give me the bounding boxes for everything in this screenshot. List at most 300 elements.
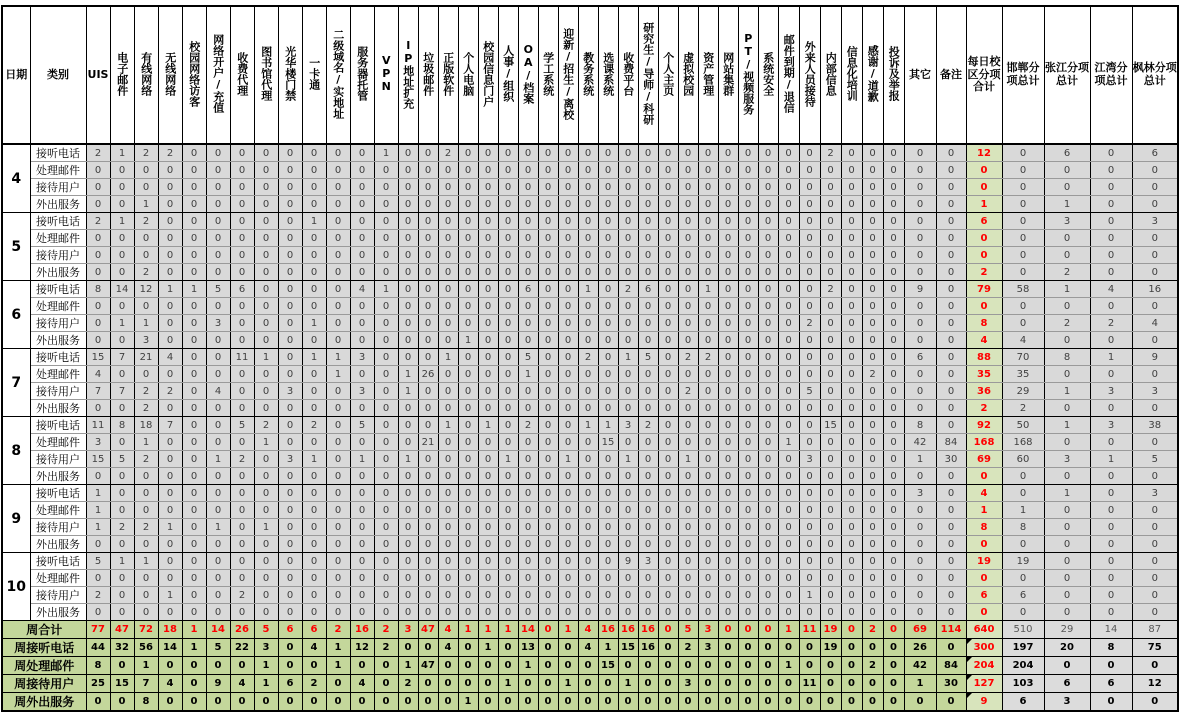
value-cell[interactable]: 0 bbox=[638, 196, 658, 213]
value-cell[interactable]: 0 bbox=[254, 570, 278, 587]
campus-total-cell[interactable]: 0 bbox=[1132, 196, 1178, 213]
value-cell[interactable]: 0 bbox=[438, 604, 458, 621]
value-cell[interactable]: 0 bbox=[862, 247, 883, 264]
daily-total-cell[interactable]: 6 bbox=[966, 587, 1002, 604]
value-cell[interactable]: 0 bbox=[498, 298, 518, 315]
value-cell[interactable]: 0 bbox=[698, 587, 718, 604]
value-cell[interactable]: 0 bbox=[418, 247, 438, 264]
value-cell[interactable]: 0 bbox=[538, 298, 558, 315]
campus-total-cell[interactable]: 0 bbox=[1132, 502, 1178, 519]
value-cell[interactable]: 0 bbox=[658, 349, 678, 366]
value-cell[interactable]: 0 bbox=[778, 675, 799, 693]
value-cell[interactable]: 0 bbox=[799, 693, 820, 712]
value-cell[interactable]: 0 bbox=[302, 383, 326, 400]
daily-total-cell[interactable]: 88 bbox=[966, 349, 1002, 366]
value-cell[interactable]: 0 bbox=[778, 230, 799, 247]
value-cell[interactable]: 0 bbox=[518, 675, 538, 693]
value-cell[interactable]: 0 bbox=[698, 264, 718, 281]
value-cell[interactable]: 0 bbox=[598, 570, 618, 587]
value-cell[interactable]: 0 bbox=[158, 434, 182, 451]
value-cell[interactable]: 0 bbox=[326, 553, 350, 570]
value-cell[interactable]: 0 bbox=[558, 657, 578, 675]
value-cell[interactable]: 0 bbox=[458, 502, 478, 519]
value-cell[interactable]: 0 bbox=[718, 298, 738, 315]
value-cell[interactable]: 0 bbox=[738, 434, 758, 451]
value-cell[interactable]: 0 bbox=[658, 264, 678, 281]
value-cell[interactable]: 0 bbox=[278, 434, 302, 451]
value-cell[interactable]: 0 bbox=[698, 144, 718, 162]
value-cell[interactable]: 0 bbox=[883, 468, 904, 485]
value-cell[interactable]: 0 bbox=[778, 519, 799, 536]
value-cell[interactable]: 0 bbox=[658, 400, 678, 417]
value-cell[interactable]: 0 bbox=[538, 657, 558, 675]
value-cell[interactable]: 0 bbox=[254, 553, 278, 570]
value-cell[interactable]: 1 bbox=[558, 621, 578, 639]
value-cell[interactable]: 0 bbox=[478, 230, 498, 247]
value-cell[interactable]: 0 bbox=[678, 400, 698, 417]
value-cell[interactable]: 0 bbox=[598, 247, 618, 264]
value-cell[interactable]: 0 bbox=[398, 349, 418, 366]
value-cell[interactable]: 0 bbox=[230, 298, 254, 315]
value-cell[interactable]: 0 bbox=[478, 675, 498, 693]
value-cell[interactable]: 0 bbox=[799, 281, 820, 298]
note-cell[interactable]: 114 bbox=[936, 621, 966, 639]
value-cell[interactable]: 0 bbox=[230, 144, 254, 162]
value-cell[interactable]: 0 bbox=[182, 332, 206, 349]
value-cell[interactable]: 0 bbox=[158, 502, 182, 519]
value-cell[interactable]: 0 bbox=[438, 281, 458, 298]
value-cell[interactable]: 1 bbox=[158, 281, 182, 298]
campus-total-cell[interactable]: 29 bbox=[1002, 383, 1044, 400]
value-cell[interactable]: 2 bbox=[820, 144, 841, 162]
campus-total-cell[interactable]: 16 bbox=[1132, 281, 1178, 298]
value-cell[interactable]: 0 bbox=[478, 349, 498, 366]
value-cell[interactable]: 0 bbox=[458, 657, 478, 675]
value-cell[interactable]: 0 bbox=[883, 417, 904, 434]
value-cell[interactable]: 0 bbox=[799, 332, 820, 349]
value-cell[interactable]: 1 bbox=[438, 417, 458, 434]
value-cell[interactable]: 0 bbox=[374, 693, 398, 712]
value-cell[interactable]: 0 bbox=[558, 553, 578, 570]
value-cell[interactable]: 0 bbox=[758, 434, 778, 451]
value-cell[interactable]: 0 bbox=[158, 468, 182, 485]
value-cell[interactable]: 0 bbox=[538, 485, 558, 502]
value-cell[interactable]: 0 bbox=[478, 553, 498, 570]
value-cell[interactable]: 0 bbox=[110, 502, 134, 519]
value-cell[interactable]: 0 bbox=[374, 298, 398, 315]
campus-total-cell[interactable]: 2 bbox=[1002, 400, 1044, 417]
value-cell[interactable]: 0 bbox=[618, 468, 638, 485]
value-cell[interactable]: 0 bbox=[206, 502, 230, 519]
note-cell[interactable]: 0 bbox=[936, 570, 966, 587]
value-cell[interactable]: 0 bbox=[498, 349, 518, 366]
campus-total-cell[interactable]: 6 bbox=[1002, 693, 1044, 712]
value-cell[interactable]: 9 bbox=[618, 553, 638, 570]
value-cell[interactable]: 0 bbox=[820, 162, 841, 179]
value-cell[interactable]: 0 bbox=[698, 657, 718, 675]
value-cell[interactable]: 0 bbox=[658, 298, 678, 315]
value-cell[interactable]: 0 bbox=[738, 570, 758, 587]
category-cell[interactable]: 接听电话 bbox=[30, 417, 86, 434]
value-cell[interactable]: 0 bbox=[418, 315, 438, 332]
value-cell[interactable]: 1 bbox=[478, 417, 498, 434]
campus-total-cell[interactable]: 1 bbox=[1044, 281, 1090, 298]
value-cell[interactable]: 0 bbox=[398, 264, 418, 281]
value-cell[interactable]: 0 bbox=[182, 693, 206, 712]
value-cell[interactable]: 0 bbox=[718, 162, 738, 179]
value-cell[interactable]: 0 bbox=[841, 144, 862, 162]
value-cell[interactable]: 0 bbox=[558, 383, 578, 400]
value-cell[interactable]: 0 bbox=[799, 570, 820, 587]
value-cell[interactable]: 11 bbox=[799, 621, 820, 639]
value-cell[interactable]: 0 bbox=[398, 247, 418, 264]
campus-total-cell[interactable]: 6 bbox=[1090, 675, 1132, 693]
campus-total-cell[interactable]: 3 bbox=[1044, 451, 1090, 468]
value-cell[interactable]: 0 bbox=[718, 519, 738, 536]
value-cell[interactable]: 0 bbox=[598, 502, 618, 519]
value-cell[interactable]: 0 bbox=[658, 693, 678, 712]
value-cell[interactable]: 0 bbox=[778, 553, 799, 570]
campus-total-cell[interactable]: 0 bbox=[1044, 179, 1090, 196]
value-cell[interactable]: 0 bbox=[678, 468, 698, 485]
value-cell[interactable]: 0 bbox=[841, 621, 862, 639]
value-cell[interactable]: 0 bbox=[458, 144, 478, 162]
value-cell[interactable]: 0 bbox=[278, 639, 302, 657]
value-cell[interactable]: 0 bbox=[778, 639, 799, 657]
value-cell[interactable]: 0 bbox=[618, 264, 638, 281]
value-cell[interactable]: 0 bbox=[206, 400, 230, 417]
value-cell[interactable]: 0 bbox=[658, 196, 678, 213]
value-cell[interactable]: 0 bbox=[718, 213, 738, 230]
value-cell[interactable]: 0 bbox=[799, 502, 820, 519]
value-cell[interactable]: 0 bbox=[498, 639, 518, 657]
value-cell[interactable]: 0 bbox=[618, 230, 638, 247]
value-cell[interactable]: 1 bbox=[518, 657, 538, 675]
value-cell[interactable]: 0 bbox=[538, 349, 558, 366]
value-cell[interactable]: 0 bbox=[110, 570, 134, 587]
value-cell[interactable]: 0 bbox=[498, 213, 518, 230]
value-cell[interactable]: 0 bbox=[350, 693, 374, 712]
campus-total-cell[interactable]: 0 bbox=[1044, 298, 1090, 315]
value-cell[interactable]: 0 bbox=[206, 536, 230, 553]
value-cell[interactable]: 7 bbox=[86, 383, 110, 400]
value-cell[interactable]: 0 bbox=[778, 366, 799, 383]
value-cell[interactable]: 0 bbox=[558, 315, 578, 332]
campus-total-cell[interactable]: 4 bbox=[1090, 281, 1132, 298]
value-cell[interactable]: 0 bbox=[698, 434, 718, 451]
col-header-date[interactable] bbox=[2, 6, 30, 144]
value-cell[interactable]: 3 bbox=[278, 383, 302, 400]
value-cell[interactable]: 3 bbox=[206, 315, 230, 332]
value-cell[interactable]: 0 bbox=[398, 162, 418, 179]
value-cell[interactable]: 0 bbox=[302, 230, 326, 247]
value-cell[interactable]: 0 bbox=[278, 315, 302, 332]
value-cell[interactable]: 0 bbox=[302, 281, 326, 298]
value-cell[interactable]: 0 bbox=[799, 485, 820, 502]
value-cell[interactable]: 0 bbox=[86, 196, 110, 213]
summary-label-cell[interactable]: 周处理邮件 bbox=[2, 657, 86, 675]
value-cell[interactable]: 0 bbox=[418, 693, 438, 712]
value-cell[interactable]: 26 bbox=[904, 639, 936, 657]
value-cell[interactable]: 0 bbox=[230, 502, 254, 519]
value-cell[interactable]: 0 bbox=[841, 247, 862, 264]
value-cell[interactable]: 0 bbox=[820, 298, 841, 315]
value-cell[interactable]: 0 bbox=[418, 400, 438, 417]
campus-total-cell[interactable]: 0 bbox=[1090, 434, 1132, 451]
value-cell[interactable]: 0 bbox=[182, 400, 206, 417]
daily-total-cell[interactable]: 12 bbox=[966, 144, 1002, 162]
campus-total-cell[interactable]: 0 bbox=[1090, 570, 1132, 587]
value-cell[interactable]: 1 bbox=[398, 366, 418, 383]
value-cell[interactable]: 0 bbox=[799, 417, 820, 434]
value-cell[interactable]: 0 bbox=[678, 553, 698, 570]
value-cell[interactable]: 0 bbox=[158, 400, 182, 417]
value-cell[interactable]: 0 bbox=[302, 434, 326, 451]
value-cell[interactable]: 0 bbox=[799, 657, 820, 675]
category-cell[interactable]: 处理邮件 bbox=[30, 298, 86, 315]
campus-total-cell[interactable]: 3 bbox=[1132, 383, 1178, 400]
col-header-topic-30[interactable] bbox=[738, 6, 758, 144]
value-cell[interactable]: 0 bbox=[134, 162, 158, 179]
value-cell[interactable]: 0 bbox=[758, 553, 778, 570]
value-cell[interactable]: 0 bbox=[518, 332, 538, 349]
value-cell[interactable]: 0 bbox=[398, 144, 418, 162]
value-cell[interactable]: 0 bbox=[598, 281, 618, 298]
value-cell[interactable]: 0 bbox=[374, 502, 398, 519]
value-cell[interactable]: 0 bbox=[678, 693, 698, 712]
value-cell[interactable]: 1 bbox=[254, 675, 278, 693]
value-cell[interactable]: 0 bbox=[418, 485, 438, 502]
value-cell[interactable]: 0 bbox=[578, 196, 598, 213]
value-cell[interactable]: 1 bbox=[326, 657, 350, 675]
value-cell[interactable]: 0 bbox=[778, 468, 799, 485]
value-cell[interactable]: 0 bbox=[820, 553, 841, 570]
value-cell[interactable]: 0 bbox=[718, 553, 738, 570]
value-cell[interactable]: 0 bbox=[458, 587, 478, 604]
value-cell[interactable]: 2 bbox=[862, 657, 883, 675]
value-cell[interactable]: 1 bbox=[518, 366, 538, 383]
value-cell[interactable]: 1 bbox=[698, 281, 718, 298]
value-cell[interactable]: 0 bbox=[558, 281, 578, 298]
value-cell[interactable]: 0 bbox=[758, 519, 778, 536]
value-cell[interactable]: 0 bbox=[758, 332, 778, 349]
value-cell[interactable]: 3 bbox=[618, 417, 638, 434]
value-cell[interactable]: 0 bbox=[578, 366, 598, 383]
date-cell[interactable]: 10 bbox=[2, 553, 30, 621]
value-cell[interactable]: 0 bbox=[820, 230, 841, 247]
col-header-topic-32[interactable] bbox=[778, 6, 799, 144]
col-header-topic-28[interactable] bbox=[698, 6, 718, 144]
value-cell[interactable]: 0 bbox=[498, 247, 518, 264]
value-cell[interactable]: 0 bbox=[278, 332, 302, 349]
value-cell[interactable]: 1 bbox=[438, 349, 458, 366]
value-cell[interactable]: 0 bbox=[883, 536, 904, 553]
value-cell[interactable]: 26 bbox=[418, 366, 438, 383]
category-cell[interactable]: 接听电话 bbox=[30, 485, 86, 502]
value-cell[interactable]: 2 bbox=[110, 519, 134, 536]
value-cell[interactable]: 0 bbox=[302, 162, 326, 179]
value-cell[interactable]: 5 bbox=[206, 281, 230, 298]
value-cell[interactable]: 1 bbox=[904, 451, 936, 468]
value-cell[interactable]: 0 bbox=[758, 621, 778, 639]
value-cell[interactable]: 0 bbox=[758, 366, 778, 383]
value-cell[interactable]: 18 bbox=[134, 417, 158, 434]
value-cell[interactable]: 0 bbox=[158, 247, 182, 264]
value-cell[interactable]: 0 bbox=[758, 570, 778, 587]
value-cell[interactable]: 0 bbox=[598, 451, 618, 468]
campus-total-cell[interactable]: 510 bbox=[1002, 621, 1044, 639]
col-header-topic-24[interactable] bbox=[618, 6, 638, 144]
value-cell[interactable]: 0 bbox=[758, 247, 778, 264]
value-cell[interactable]: 7 bbox=[110, 349, 134, 366]
campus-total-cell[interactable]: 75 bbox=[1132, 639, 1178, 657]
campus-total-cell[interactable]: 6 bbox=[1044, 144, 1090, 162]
value-cell[interactable]: 0 bbox=[698, 570, 718, 587]
campus-total-cell[interactable]: 0 bbox=[1044, 162, 1090, 179]
value-cell[interactable]: 0 bbox=[718, 417, 738, 434]
value-cell[interactable]: 0 bbox=[478, 657, 498, 675]
note-cell[interactable]: 0 bbox=[936, 587, 966, 604]
value-cell[interactable]: 0 bbox=[134, 570, 158, 587]
note-cell[interactable]: 0 bbox=[936, 264, 966, 281]
value-cell[interactable]: 1 bbox=[398, 657, 418, 675]
value-cell[interactable]: 0 bbox=[86, 230, 110, 247]
value-cell[interactable]: 0 bbox=[883, 247, 904, 264]
value-cell[interactable]: 0 bbox=[658, 417, 678, 434]
value-cell[interactable]: 0 bbox=[799, 400, 820, 417]
value-cell[interactable]: 0 bbox=[254, 298, 278, 315]
value-cell[interactable]: 1 bbox=[86, 485, 110, 502]
value-cell[interactable]: 0 bbox=[158, 264, 182, 281]
date-cell[interactable]: 8 bbox=[2, 417, 30, 485]
value-cell[interactable]: 0 bbox=[638, 366, 658, 383]
value-cell[interactable]: 0 bbox=[350, 434, 374, 451]
col-header-topic-19[interactable] bbox=[518, 6, 538, 144]
value-cell[interactable]: 0 bbox=[458, 400, 478, 417]
value-cell[interactable]: 0 bbox=[278, 281, 302, 298]
value-cell[interactable]: 0 bbox=[578, 162, 598, 179]
campus-total-cell[interactable]: 197 bbox=[1002, 639, 1044, 657]
value-cell[interactable]: 0 bbox=[883, 349, 904, 366]
value-cell[interactable]: 0 bbox=[458, 247, 478, 264]
daily-total-cell[interactable]: 0 bbox=[966, 570, 1002, 587]
value-cell[interactable]: 0 bbox=[498, 400, 518, 417]
value-cell[interactable]: 3 bbox=[350, 383, 374, 400]
value-cell[interactable]: 0 bbox=[86, 315, 110, 332]
value-cell[interactable]: 0 bbox=[862, 519, 883, 536]
value-cell[interactable]: 11 bbox=[799, 675, 820, 693]
value-cell[interactable]: 0 bbox=[658, 179, 678, 196]
value-cell[interactable]: 0 bbox=[883, 657, 904, 675]
value-cell[interactable]: 0 bbox=[302, 247, 326, 264]
value-cell[interactable]: 0 bbox=[778, 196, 799, 213]
campus-total-cell[interactable]: 0 bbox=[1044, 536, 1090, 553]
value-cell[interactable]: 0 bbox=[678, 196, 698, 213]
value-cell[interactable]: 0 bbox=[678, 434, 698, 451]
value-cell[interactable]: 1 bbox=[478, 621, 498, 639]
value-cell[interactable]: 1 bbox=[578, 281, 598, 298]
campus-total-cell[interactable]: 35 bbox=[1002, 366, 1044, 383]
value-cell[interactable]: 0 bbox=[778, 502, 799, 519]
value-cell[interactable]: 0 bbox=[302, 468, 326, 485]
value-cell[interactable]: 0 bbox=[538, 604, 558, 621]
value-cell[interactable]: 2 bbox=[698, 349, 718, 366]
campus-total-cell[interactable]: 0 bbox=[1044, 366, 1090, 383]
value-cell[interactable]: 15 bbox=[598, 657, 618, 675]
value-cell[interactable]: 0 bbox=[418, 213, 438, 230]
campus-total-cell[interactable]: 0 bbox=[1090, 230, 1132, 247]
value-cell[interactable]: 0 bbox=[326, 587, 350, 604]
value-cell[interactable]: 0 bbox=[738, 536, 758, 553]
value-cell[interactable]: 16 bbox=[598, 621, 618, 639]
value-cell[interactable]: 0 bbox=[498, 519, 518, 536]
value-cell[interactable]: 2 bbox=[578, 349, 598, 366]
value-cell[interactable]: 0 bbox=[350, 247, 374, 264]
value-cell[interactable]: 4 bbox=[350, 281, 374, 298]
value-cell[interactable]: 0 bbox=[598, 179, 618, 196]
value-cell[interactable]: 0 bbox=[458, 383, 478, 400]
value-cell[interactable]: 0 bbox=[778, 179, 799, 196]
value-cell[interactable]: 0 bbox=[86, 693, 110, 712]
value-cell[interactable]: 0 bbox=[350, 519, 374, 536]
value-cell[interactable]: 0 bbox=[398, 502, 418, 519]
value-cell[interactable]: 0 bbox=[518, 451, 538, 468]
value-cell[interactable]: 0 bbox=[883, 383, 904, 400]
note-cell[interactable]: 0 bbox=[936, 604, 966, 621]
value-cell[interactable]: 0 bbox=[820, 451, 841, 468]
value-cell[interactable]: 0 bbox=[778, 281, 799, 298]
value-cell[interactable]: 0 bbox=[134, 298, 158, 315]
value-cell[interactable]: 3 bbox=[638, 553, 658, 570]
value-cell[interactable]: 0 bbox=[698, 196, 718, 213]
value-cell[interactable]: 0 bbox=[820, 247, 841, 264]
value-cell[interactable]: 1 bbox=[778, 434, 799, 451]
value-cell[interactable]: 0 bbox=[398, 400, 418, 417]
value-cell[interactable]: 0 bbox=[841, 179, 862, 196]
value-cell[interactable]: 0 bbox=[438, 485, 458, 502]
campus-total-cell[interactable]: 0 bbox=[1090, 332, 1132, 349]
value-cell[interactable]: 0 bbox=[438, 657, 458, 675]
value-cell[interactable]: 0 bbox=[326, 264, 350, 281]
value-cell[interactable]: 0 bbox=[904, 196, 936, 213]
value-cell[interactable]: 0 bbox=[518, 196, 538, 213]
value-cell[interactable]: 0 bbox=[418, 417, 438, 434]
value-cell[interactable]: 0 bbox=[398, 281, 418, 298]
value-cell[interactable]: 1 bbox=[254, 434, 278, 451]
campus-total-cell[interactable]: 0 bbox=[1002, 536, 1044, 553]
value-cell[interactable]: 0 bbox=[578, 604, 598, 621]
value-cell[interactable]: 0 bbox=[904, 553, 936, 570]
value-cell[interactable]: 0 bbox=[398, 570, 418, 587]
value-cell[interactable]: 0 bbox=[883, 315, 904, 332]
value-cell[interactable]: 0 bbox=[350, 162, 374, 179]
campus-total-cell[interactable]: 0 bbox=[1090, 298, 1132, 315]
daily-total-cell[interactable]: 0 bbox=[966, 604, 1002, 621]
value-cell[interactable]: 0 bbox=[758, 179, 778, 196]
value-cell[interactable]: 0 bbox=[518, 230, 538, 247]
value-cell[interactable]: 0 bbox=[326, 196, 350, 213]
value-cell[interactable]: 0 bbox=[758, 162, 778, 179]
value-cell[interactable]: 0 bbox=[718, 383, 738, 400]
value-cell[interactable]: 0 bbox=[230, 247, 254, 264]
value-cell[interactable]: 3 bbox=[86, 434, 110, 451]
category-cell[interactable]: 接听电话 bbox=[30, 213, 86, 230]
value-cell[interactable]: 0 bbox=[498, 417, 518, 434]
value-cell[interactable]: 0 bbox=[230, 230, 254, 247]
value-cell[interactable]: 0 bbox=[182, 675, 206, 693]
value-cell[interactable]: 0 bbox=[86, 536, 110, 553]
value-cell[interactable]: 0 bbox=[698, 230, 718, 247]
